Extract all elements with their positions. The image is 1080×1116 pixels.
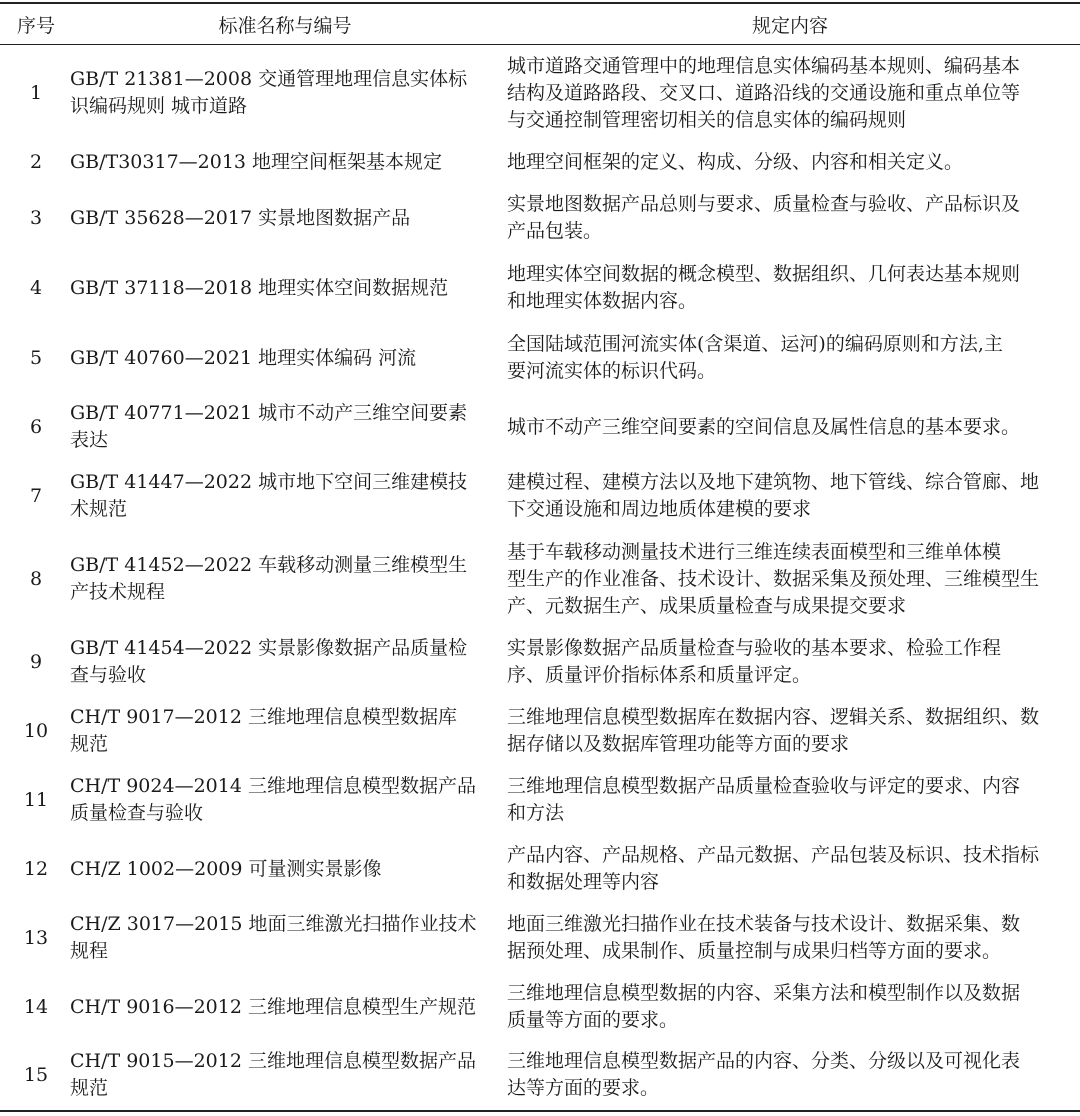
table-row [0,142,1080,182]
row-content-text: 建模过程、建模方法以及地下建筑物、地下管线、综合管廊、地 下交通设施和周边地质体建模的要求 [507,471,1040,520]
row-standard-name-text: GB/T 37118—2018 地理实体空间数据规范 [70,276,449,299]
row-content [507,836,1073,902]
row-standard-name [70,628,498,696]
row-content [507,532,1073,626]
table-row [0,462,1080,530]
table-row [0,836,1080,902]
row-content [507,394,1073,460]
table-bottom-rule [0,1110,1080,1112]
row-standard-name [70,184,498,252]
row-content [507,142,1073,182]
row-num: 11 [23,789,49,811]
row-content [507,904,1073,972]
table-row [0,698,1080,764]
row-content-text: 基于车载移动测量技术进行三维连续表面模型和三维单体模 型生产的作业准备、技术设计、数据采集及预处理、三维模型生 产、元数据生产、成果质量检查与成果提交要求 [507,540,1040,617]
row-standard-name-text: GB/T 41447—2022 城市地下空间三维建模技 术规范 [70,471,468,520]
row-content-text: 三维地理信息模型数据产品质量检查验收与评定的要求、内容 和方法 [507,775,1021,824]
row-num: 9 [29,651,43,673]
row-content-text: 全国陆域范围河流实体(含渠道、运河)的编码原则和方法,主 要河流实体的标识代码。 [507,333,1003,382]
row-content-text: 地理实体空间数据的概念模型、数据组织、几何表达基本规则 和地理实体数据内容。 [507,263,1021,312]
table-row [0,324,1080,392]
header-num: 序号 [16,14,55,37]
table-row [0,974,1080,1040]
table-row [0,1042,1080,1108]
row-standard-name [70,532,498,626]
row-standard-name-text: GB/T 21381—2008 交通管理地理信息实体标 识编码规则 城市道路 [70,68,468,117]
row-standard-name [70,324,498,392]
row-standard-name-text: GB/T 35628—2017 实景地图数据产品 [70,206,411,229]
row-content [507,462,1073,530]
row-num: 10 [23,720,49,742]
row-content-text: 城市道路交通管理中的地理信息实体编码基本规则、编码基本 结构及道路路段、交叉口、道路沿线的交通设施和重点单位等 与交通控制管理密切相关的信息实体的编码规则 [507,54,1021,131]
row-standard-name-text: CH/Z 3017—2015 地面三维激光扫描作业技术 规程 [70,913,477,962]
row-standard-name-text: GB/T 40771—2021 城市不动产三维空间要素 表达 [70,402,468,451]
row-standard-name-text: CH/T 9017—2012 三维地理信息模型数据库 规范 [70,706,457,755]
row-standard-name [70,766,498,834]
row-num: 2 [29,151,43,173]
row-standard-name-text: GB/T 41454—2022 实景影像数据产品质量检 查与验收 [70,637,468,686]
row-standard-name-text: CH/Z 1002—2009 可量测实景影像 [70,857,382,880]
row-standard-name [70,462,498,530]
row-content [507,324,1073,392]
row-standard-name [70,142,498,182]
row-content-text: 三维地理信息模型数据的内容、采集方法和模型制作以及数据 质量等方面的要求。 [507,982,1021,1031]
table-row [0,904,1080,972]
row-num: 8 [29,568,43,590]
row-standard-name-text: CH/T 9016—2012 三维地理信息模型生产规范 [70,995,476,1018]
row-num: 14 [23,996,49,1018]
row-standard-name [70,254,498,322]
row-num: 1 [29,82,43,104]
row-content [507,766,1073,834]
table-row [0,532,1080,626]
row-content-text: 实景地图数据产品总则与要求、质量检查与验收、产品标识及 产品包装。 [507,193,1021,242]
row-standard-name-text: CH/T 9015—2012 三维地理信息模型数据产品 规范 [70,1050,476,1099]
table-row [0,46,1080,140]
row-content [507,254,1073,322]
row-num: 12 [23,858,49,880]
table-header-rule [0,44,1080,45]
row-num: 5 [29,347,43,369]
row-content [507,46,1073,140]
table-row [0,394,1080,460]
row-standard-name [70,1042,498,1108]
row-standard-name-text: GB/T 41452—2022 车载移动测量三维模型生 产技术规程 [70,554,468,603]
row-standard-name [70,394,498,460]
row-standard-name-text: CH/T 9024—2014 三维地理信息模型数据产品 质量检查与验收 [70,775,476,824]
row-content [507,698,1073,764]
row-standard-name-text: GB/T 40760—2021 地理实体编码 河流 [70,346,417,369]
row-content [507,974,1073,1040]
row-num: 6 [29,416,43,438]
row-content-text: 地理空间框架的定义、构成、分级、内容和相关定义。 [507,150,964,173]
table-row [0,628,1080,696]
row-standard-name [70,974,498,1040]
row-standard-name-text: GB/T30317—2013 地理空间框架基本规定 [70,150,443,173]
row-standard-name [70,836,498,902]
row-content-text: 产品内容、产品规格、产品元数据、产品包装及标识、技术指标 和数据处理等内容 [507,844,1040,893]
table-row [0,766,1080,834]
row-num: 3 [29,207,43,229]
row-content-text: 三维地理信息模型数据库在数据内容、逻辑关系、数据组织、数 据存储以及数据库管理功能等方面的要求 [507,706,1040,755]
row-standard-name [70,46,498,140]
header-name: 标准名称与编号 [218,14,352,37]
header-content: 规定内容 [751,14,828,37]
row-content-text: 三维地理信息模型数据产品的内容、分类、分级以及可视化表 达等方面的要求。 [507,1050,1021,1099]
row-content-text: 地面三维激光扫描作业在技术装备与技术设计、数据采集、数 据预处理、成果制作、质量控制与成果归档等方面的要求。 [507,913,1021,962]
row-num: 7 [29,485,43,507]
row-standard-name [70,698,498,764]
row-num: 4 [29,277,43,299]
row-content-text: 城市不动产三维空间要素的空间信息及属性信息的基本要求。 [507,415,1021,438]
row-content [507,628,1073,696]
row-content-text: 实景影像数据产品质量检查与验收的基本要求、检验工作程 序、质量评价指标体系和质量评定。 [507,637,1002,686]
row-content [507,1042,1073,1108]
table-row [0,254,1080,322]
row-content [507,184,1073,252]
row-standard-name [70,904,498,972]
row-num: 15 [23,1064,49,1086]
row-num: 13 [23,927,49,949]
table-row [0,184,1080,252]
